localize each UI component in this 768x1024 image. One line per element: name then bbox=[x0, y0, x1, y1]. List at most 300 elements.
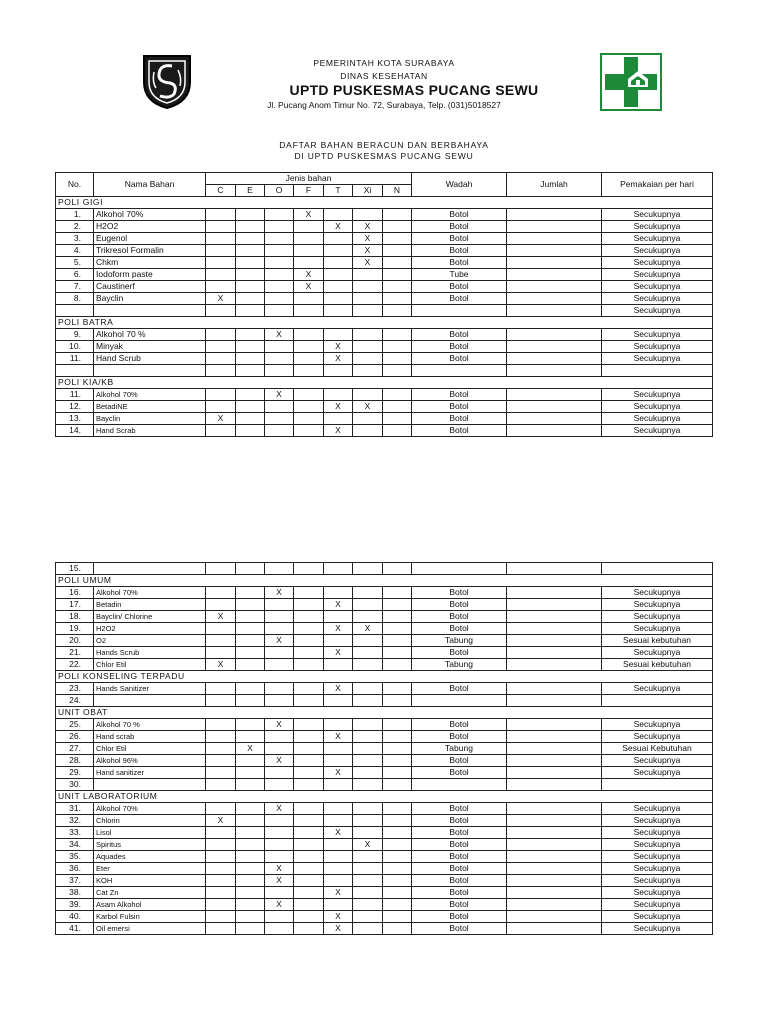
cell-type-mark bbox=[324, 863, 353, 875]
cell-jumlah bbox=[507, 413, 602, 425]
cell-pemakaian: Secukupnya bbox=[602, 587, 713, 599]
col-header-type: C bbox=[206, 185, 236, 197]
cell-no: 10. bbox=[56, 341, 94, 353]
cell-type-mark bbox=[206, 233, 236, 245]
cell-jumlah bbox=[507, 353, 602, 365]
cell-type-mark bbox=[206, 875, 236, 887]
cell-type-mark bbox=[353, 599, 383, 611]
cell-type-mark bbox=[353, 875, 383, 887]
cell-type-mark bbox=[206, 851, 236, 863]
cell-type-mark bbox=[324, 755, 353, 767]
cell-name: KOH bbox=[94, 875, 206, 887]
col-header-jenis: Jenis bahan bbox=[206, 173, 412, 185]
cell-no: 30. bbox=[56, 779, 94, 791]
cell-jumlah bbox=[507, 389, 602, 401]
table-row bbox=[56, 221, 713, 233]
cell-pemakaian: Secukupnya bbox=[602, 257, 713, 269]
cell-type-mark bbox=[383, 401, 412, 413]
cell-type-mark bbox=[383, 839, 412, 851]
cell-jumlah bbox=[507, 719, 602, 731]
cell-no: 24. bbox=[56, 695, 94, 707]
table-row bbox=[56, 863, 713, 875]
cell-type-mark bbox=[236, 923, 265, 935]
cell-wadah: Botol bbox=[412, 755, 507, 767]
cell-type-mark bbox=[206, 923, 236, 935]
cell-jumlah bbox=[507, 623, 602, 635]
table-row bbox=[56, 209, 713, 221]
cell-pemakaian: Secukupnya bbox=[602, 827, 713, 839]
cell-type-mark bbox=[353, 269, 383, 281]
cell-type-mark bbox=[236, 305, 265, 317]
table-row bbox=[56, 827, 713, 839]
cell-jumlah bbox=[507, 851, 602, 863]
cell-type-mark bbox=[265, 839, 294, 851]
cell-type-mark: X bbox=[324, 911, 353, 923]
cell-pemakaian: Secukupnya bbox=[602, 683, 713, 695]
cell-type-mark bbox=[236, 683, 265, 695]
cell-type-mark bbox=[353, 635, 383, 647]
cell-type-mark bbox=[383, 209, 412, 221]
cell-type-mark bbox=[324, 389, 353, 401]
cell-type-mark bbox=[294, 353, 324, 365]
cell-type-mark bbox=[353, 803, 383, 815]
cell-name: Bayclin bbox=[94, 413, 206, 425]
cell-type-mark bbox=[206, 635, 236, 647]
cell-type-mark bbox=[383, 683, 412, 695]
cell-jumlah bbox=[507, 647, 602, 659]
cell-type-mark bbox=[206, 425, 236, 437]
cell-type-mark bbox=[324, 329, 353, 341]
cell-type-mark bbox=[383, 755, 412, 767]
document-title-line2: DI UPTD PUSKESMAS PUCANG SEWU bbox=[294, 151, 474, 161]
cell-pemakaian bbox=[602, 779, 713, 791]
cell-type-mark bbox=[383, 911, 412, 923]
cell-type-mark bbox=[383, 341, 412, 353]
cell-jumlah bbox=[507, 293, 602, 305]
cell-wadah: Botol bbox=[412, 863, 507, 875]
header-address: Jl. Pucang Anom Timur No. 72, Surabaya, Telp. (031)5018527 bbox=[267, 100, 501, 110]
cell-type-mark: X bbox=[206, 815, 236, 827]
cell-wadah: Botol bbox=[412, 827, 507, 839]
table-row bbox=[56, 743, 713, 755]
cell-type-mark bbox=[206, 221, 236, 233]
cell-no: 26. bbox=[56, 731, 94, 743]
cell-no: 9. bbox=[56, 329, 94, 341]
table-row bbox=[56, 635, 713, 647]
cell-type-mark bbox=[324, 839, 353, 851]
cell-pemakaian: Secukupnya bbox=[602, 281, 713, 293]
cell-jumlah bbox=[507, 767, 602, 779]
cell-jumlah bbox=[507, 233, 602, 245]
cell-jumlah bbox=[507, 743, 602, 755]
cell-pemakaian: Secukupnya bbox=[602, 863, 713, 875]
cell-type-mark bbox=[265, 599, 294, 611]
cell-type-mark bbox=[383, 899, 412, 911]
table-row bbox=[56, 647, 713, 659]
cell-name: Alkohol 70% bbox=[94, 803, 206, 815]
cell-type-mark bbox=[294, 839, 324, 851]
cell-type-mark: X bbox=[294, 209, 324, 221]
cell-wadah: Botol bbox=[412, 623, 507, 635]
cell-type-mark bbox=[236, 281, 265, 293]
cell-jumlah bbox=[507, 827, 602, 839]
cell-type-mark bbox=[324, 413, 353, 425]
cell-no: 15. bbox=[56, 563, 94, 575]
cell-type-mark bbox=[353, 815, 383, 827]
cell-type-mark bbox=[324, 695, 353, 707]
cell-pemakaian: Sesuai kebutuhan bbox=[602, 659, 713, 671]
cell-type-mark bbox=[206, 209, 236, 221]
cell-type-mark bbox=[383, 875, 412, 887]
cell-type-mark bbox=[324, 563, 353, 575]
cell-no: 32. bbox=[56, 815, 94, 827]
cell-type-mark: X bbox=[353, 233, 383, 245]
cell-name: Hand Scrub bbox=[94, 353, 206, 365]
cell-jumlah bbox=[507, 425, 602, 437]
cell-no: 37. bbox=[56, 875, 94, 887]
cell-type-mark bbox=[383, 365, 412, 377]
cell-pemakaian: Secukupnya bbox=[602, 599, 713, 611]
cell-type-mark bbox=[294, 623, 324, 635]
cell-type-mark: X bbox=[324, 827, 353, 839]
cell-type-mark bbox=[294, 719, 324, 731]
section-row bbox=[56, 707, 713, 719]
section-title: UNIT OBAT bbox=[56, 707, 713, 719]
table-row bbox=[56, 353, 713, 365]
cell-type-mark bbox=[206, 911, 236, 923]
cell-name: Aquades bbox=[94, 851, 206, 863]
cell-name: Lisol bbox=[94, 827, 206, 839]
cell-type-mark bbox=[294, 659, 324, 671]
cell-type-mark bbox=[383, 305, 412, 317]
cell-type-mark bbox=[236, 755, 265, 767]
cell-name: Chlorin bbox=[94, 815, 206, 827]
cell-no: 23. bbox=[56, 683, 94, 695]
cell-wadah: Botol bbox=[412, 257, 507, 269]
table-row bbox=[56, 245, 713, 257]
cell-wadah: Botol bbox=[412, 221, 507, 233]
cell-type-mark bbox=[294, 365, 324, 377]
cell-wadah bbox=[412, 365, 507, 377]
cell-jumlah bbox=[507, 779, 602, 791]
cell-wadah: Botol bbox=[412, 611, 507, 623]
cell-name bbox=[94, 779, 206, 791]
cell-type-mark bbox=[206, 599, 236, 611]
cell-jumlah bbox=[507, 659, 602, 671]
section-title: POLI UMUM bbox=[56, 575, 713, 587]
cell-type-mark bbox=[236, 899, 265, 911]
cell-jumlah bbox=[507, 731, 602, 743]
cell-type-mark bbox=[383, 887, 412, 899]
cell-type-mark bbox=[353, 281, 383, 293]
cell-type-mark bbox=[294, 923, 324, 935]
cell-no: 34. bbox=[56, 839, 94, 851]
cell-type-mark bbox=[324, 779, 353, 791]
cell-wadah: Tabung bbox=[412, 635, 507, 647]
cell-type-mark bbox=[324, 851, 353, 863]
cell-type-mark bbox=[236, 611, 265, 623]
cell-jumlah bbox=[507, 839, 602, 851]
cell-type-mark bbox=[383, 815, 412, 827]
cell-pemakaian: Secukupnya bbox=[602, 401, 713, 413]
cell-type-mark bbox=[206, 365, 236, 377]
table-row bbox=[56, 911, 713, 923]
cell-type-mark bbox=[294, 743, 324, 755]
header-department: DINAS KESEHATAN bbox=[340, 71, 428, 81]
cell-type-mark: X bbox=[324, 887, 353, 899]
col-header-type: O bbox=[265, 185, 294, 197]
cell-type-mark bbox=[353, 413, 383, 425]
cell-name: Caustinerf bbox=[94, 281, 206, 293]
cell-jumlah bbox=[507, 863, 602, 875]
cell-type-mark bbox=[206, 281, 236, 293]
cell-type-mark: X bbox=[324, 623, 353, 635]
cell-name bbox=[94, 365, 206, 377]
cell-type-mark bbox=[324, 257, 353, 269]
cell-type-mark: X bbox=[265, 875, 294, 887]
cell-name: BetadiNE bbox=[94, 401, 206, 413]
cell-type-mark bbox=[236, 815, 265, 827]
cell-type-mark: X bbox=[324, 341, 353, 353]
cell-type-mark bbox=[236, 695, 265, 707]
cell-type-mark bbox=[236, 827, 265, 839]
cell-name: Hand Scrab bbox=[94, 425, 206, 437]
cell-wadah: Botol bbox=[412, 767, 507, 779]
cell-wadah: Botol bbox=[412, 647, 507, 659]
cell-type-mark bbox=[324, 233, 353, 245]
cell-type-mark bbox=[294, 647, 324, 659]
cell-jumlah bbox=[507, 887, 602, 899]
cell-type-mark bbox=[236, 731, 265, 743]
cell-type-mark bbox=[294, 401, 324, 413]
cell-type-mark bbox=[265, 341, 294, 353]
cell-type-mark bbox=[206, 731, 236, 743]
cell-type-mark bbox=[206, 269, 236, 281]
cell-pemakaian: Secukupnya bbox=[602, 425, 713, 437]
cell-jumlah bbox=[507, 281, 602, 293]
cell-type-mark bbox=[383, 587, 412, 599]
cell-type-mark bbox=[294, 329, 324, 341]
cell-type-mark: X bbox=[324, 221, 353, 233]
table-row bbox=[56, 815, 713, 827]
cell-no: 11. bbox=[56, 389, 94, 401]
cell-type-mark bbox=[353, 341, 383, 353]
table-row bbox=[56, 293, 713, 305]
cell-type-mark bbox=[265, 611, 294, 623]
cell-type-mark: X bbox=[353, 839, 383, 851]
cell-type-mark bbox=[383, 767, 412, 779]
table-row bbox=[56, 887, 713, 899]
cell-type-mark: X bbox=[265, 389, 294, 401]
cell-type-mark bbox=[206, 887, 236, 899]
cell-name: Chkm bbox=[94, 257, 206, 269]
cell-type-mark bbox=[265, 563, 294, 575]
col-header-type: N bbox=[383, 185, 412, 197]
cell-type-mark bbox=[265, 851, 294, 863]
cell-name: Alkohol 70 % bbox=[94, 329, 206, 341]
cell-type-mark: X bbox=[265, 329, 294, 341]
cell-jumlah bbox=[507, 803, 602, 815]
cell-name: Alkohol 70% bbox=[94, 209, 206, 221]
cell-type-mark bbox=[353, 353, 383, 365]
cell-type-mark bbox=[265, 233, 294, 245]
cell-type-mark bbox=[383, 611, 412, 623]
cell-jumlah bbox=[507, 899, 602, 911]
table-row bbox=[56, 851, 713, 863]
cell-no: 16. bbox=[56, 587, 94, 599]
cell-type-mark bbox=[236, 659, 265, 671]
cell-type-mark bbox=[353, 911, 383, 923]
cell-no: 20. bbox=[56, 635, 94, 647]
cell-type-mark: X bbox=[265, 803, 294, 815]
cell-pemakaian: Secukupnya bbox=[602, 329, 713, 341]
table-row bbox=[56, 365, 713, 377]
cell-type-mark: X bbox=[353, 245, 383, 257]
cell-name: Chlor Etil bbox=[94, 743, 206, 755]
cell-type-mark bbox=[236, 599, 265, 611]
cell-wadah: Botol bbox=[412, 851, 507, 863]
table-row bbox=[56, 611, 713, 623]
cell-type-mark bbox=[265, 281, 294, 293]
cell-type-mark bbox=[236, 851, 265, 863]
cell-wadah: Botol bbox=[412, 281, 507, 293]
cell-type-mark bbox=[324, 803, 353, 815]
table-row bbox=[56, 401, 713, 413]
cell-pemakaian: Secukupnya bbox=[602, 245, 713, 257]
cell-type-mark bbox=[265, 365, 294, 377]
cell-type-mark bbox=[236, 863, 265, 875]
cell-type-mark bbox=[236, 587, 265, 599]
cell-jumlah bbox=[507, 923, 602, 935]
cell-type-mark bbox=[353, 923, 383, 935]
cell-type-mark bbox=[294, 827, 324, 839]
cell-type-mark bbox=[265, 887, 294, 899]
cell-name: Oil emersi bbox=[94, 923, 206, 935]
cell-type-mark bbox=[206, 623, 236, 635]
cell-type-mark bbox=[383, 659, 412, 671]
table-row bbox=[56, 839, 713, 851]
cell-type-mark bbox=[236, 563, 265, 575]
cell-type-mark bbox=[236, 269, 265, 281]
cell-no: 25. bbox=[56, 719, 94, 731]
cell-type-mark bbox=[206, 779, 236, 791]
cell-pemakaian: Secukupnya bbox=[602, 305, 713, 317]
cell-type-mark bbox=[206, 827, 236, 839]
cell-name: Hand scrab bbox=[94, 731, 206, 743]
cell-wadah: Botol bbox=[412, 839, 507, 851]
cell-no: 21. bbox=[56, 647, 94, 659]
cell-wadah: Botol bbox=[412, 587, 507, 599]
cell-wadah: Botol bbox=[412, 899, 507, 911]
cell-name: O2 bbox=[94, 635, 206, 647]
cell-type-mark bbox=[383, 413, 412, 425]
cell-type-mark bbox=[383, 743, 412, 755]
table-row bbox=[56, 695, 713, 707]
cell-type-mark bbox=[353, 863, 383, 875]
cell-name: Eugenol bbox=[94, 233, 206, 245]
cell-name: Cat Zn bbox=[94, 887, 206, 899]
cell-jumlah bbox=[507, 755, 602, 767]
cell-type-mark bbox=[294, 755, 324, 767]
cell-type-mark bbox=[294, 815, 324, 827]
cell-type-mark bbox=[353, 365, 383, 377]
cell-no: 39. bbox=[56, 899, 94, 911]
cell-type-mark bbox=[236, 245, 265, 257]
cell-type-mark bbox=[324, 281, 353, 293]
cell-wadah: Botol bbox=[412, 911, 507, 923]
table-row bbox=[56, 731, 713, 743]
cell-name: H2O2 bbox=[94, 623, 206, 635]
cell-type-mark bbox=[383, 389, 412, 401]
cell-type-mark bbox=[353, 587, 383, 599]
cell-type-mark bbox=[236, 233, 265, 245]
section-title: POLI GIGI bbox=[56, 197, 713, 209]
cell-wadah bbox=[412, 563, 507, 575]
cell-type-mark bbox=[236, 887, 265, 899]
cell-pemakaian: Secukupnya bbox=[602, 293, 713, 305]
cell-wadah: Botol bbox=[412, 245, 507, 257]
cell-jumlah bbox=[507, 695, 602, 707]
cell-type-mark bbox=[383, 233, 412, 245]
cell-type-mark bbox=[294, 887, 324, 899]
cell-type-mark bbox=[383, 863, 412, 875]
cell-no: 18. bbox=[56, 611, 94, 623]
document-title-line1: DAFTAR BAHAN BERACUN DAN BERBAHAYA bbox=[279, 140, 489, 150]
cell-name: Bayclin/ Chlorine bbox=[94, 611, 206, 623]
cell-type-mark bbox=[353, 887, 383, 899]
cell-type-mark: X bbox=[265, 899, 294, 911]
cell-no: 12. bbox=[56, 401, 94, 413]
col-header-no: No. bbox=[56, 173, 94, 197]
table-row bbox=[56, 923, 713, 935]
cell-type-mark bbox=[206, 743, 236, 755]
cell-type-mark bbox=[353, 683, 383, 695]
header-government: PEMERINTAH KOTA SURABAYA bbox=[313, 58, 455, 68]
cell-jumlah bbox=[507, 815, 602, 827]
cell-type-mark bbox=[236, 353, 265, 365]
cell-type-mark bbox=[265, 353, 294, 365]
cell-type-mark bbox=[383, 635, 412, 647]
cell-wadah: Botol bbox=[412, 683, 507, 695]
cell-no: 29. bbox=[56, 767, 94, 779]
cell-type-mark bbox=[353, 611, 383, 623]
cell-jumlah bbox=[507, 587, 602, 599]
cell-type-mark: X bbox=[324, 683, 353, 695]
cell-no: 41. bbox=[56, 923, 94, 935]
cell-jumlah bbox=[507, 401, 602, 413]
cell-type-mark bbox=[265, 413, 294, 425]
cell-pemakaian: Secukupnya bbox=[602, 899, 713, 911]
cell-name: Alkohol 70% bbox=[94, 587, 206, 599]
cell-wadah: Botol bbox=[412, 293, 507, 305]
cell-type-mark bbox=[324, 743, 353, 755]
table-1-body bbox=[56, 197, 713, 437]
cell-no: 31. bbox=[56, 803, 94, 815]
cell-name: Alkohol 70 % bbox=[94, 719, 206, 731]
cell-type-mark bbox=[206, 863, 236, 875]
cell-type-mark bbox=[265, 401, 294, 413]
cell-type-mark bbox=[383, 425, 412, 437]
cell-type-mark bbox=[206, 719, 236, 731]
cell-type-mark: X bbox=[265, 635, 294, 647]
cell-type-mark bbox=[294, 779, 324, 791]
cell-pemakaian: Secukupnya bbox=[602, 923, 713, 935]
cell-type-mark bbox=[236, 425, 265, 437]
cell-type-mark bbox=[353, 743, 383, 755]
cell-type-mark bbox=[353, 767, 383, 779]
cell-type-mark bbox=[353, 389, 383, 401]
cell-no: 19. bbox=[56, 623, 94, 635]
